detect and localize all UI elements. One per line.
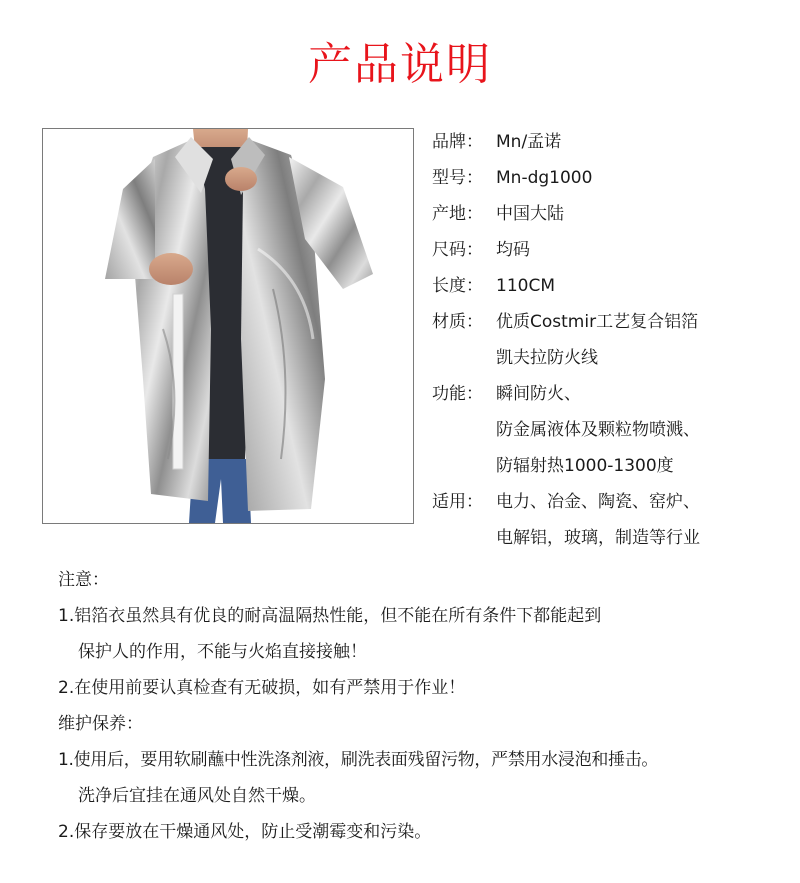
- spec-value: 电解铝，玻璃，制造等行业: [496, 528, 700, 548]
- spec-value: 110CM: [496, 276, 555, 296]
- spec-function: [432, 376, 792, 484]
- spec-origin: [432, 196, 792, 232]
- attention-item-1: 1.铝箔衣虽然具有优良的耐高温隔热性能，但不能在所有条件下都能起到: [58, 606, 602, 626]
- maintenance-item-2: 2.保存要放在干燥通风处，防止受潮霉变和污染。: [58, 822, 432, 842]
- spec-label: 材质：: [432, 312, 483, 332]
- spec-brand: [432, 124, 792, 160]
- attention-item-1-cont: 保护人的作用，不能与火焰直接接触！: [78, 642, 367, 662]
- spec-application: [432, 484, 792, 556]
- spec-length: [432, 268, 792, 304]
- spec-value: 均码: [496, 240, 530, 260]
- attention-heading: 注意：: [58, 570, 109, 590]
- spec-label: 型号：: [432, 168, 483, 188]
- spec-label: 功能：: [432, 384, 483, 404]
- attention-item-2: 2.在使用前要认真检查有无破损，如有严禁用于作业！: [58, 678, 466, 698]
- maintenance-item-1: 1.使用后，要用软刷蘸中性洗涤剂液，刷洗表面残留污物，严禁用水浸泡和捶击。: [58, 750, 659, 770]
- spec-material: [432, 304, 792, 376]
- spec-value: 凯夫拉防火线: [496, 348, 598, 368]
- aluminized-coat-illustration: [43, 129, 413, 523]
- spec-label: 产地：: [432, 204, 483, 224]
- spec-value: 瞬间防火、: [496, 384, 581, 404]
- spec-label: 长度：: [432, 276, 483, 296]
- spec-value: Mn-dg1000: [496, 168, 593, 188]
- spec-model: [432, 160, 792, 196]
- spec-list: [432, 124, 792, 556]
- spec-value: Mn/孟诺: [496, 132, 562, 152]
- spec-value: 防金属液体及颗粒物喷溅、: [496, 420, 700, 440]
- spec-value: 电力、冶金、陶瓷、窑炉、: [496, 492, 700, 512]
- spec-value: 优质Costmir工艺复合铝箔: [496, 312, 699, 332]
- spec-value: 防辐射热1000-1300度: [496, 456, 674, 476]
- notes-section: [58, 562, 788, 850]
- product-photo: [42, 128, 414, 524]
- page-title: 产品说明: [308, 39, 492, 90]
- spec-value: 中国大陆: [496, 204, 564, 224]
- maintenance-item-1-cont: 洗净后宜挂在通风处自然干燥。: [78, 786, 316, 806]
- spec-label: 适用：: [432, 492, 483, 512]
- maintenance-heading: 维护保养：: [58, 714, 143, 734]
- spec-size: [432, 232, 792, 268]
- spec-label: 尺码：: [432, 240, 483, 260]
- spec-label: 品牌：: [432, 132, 483, 152]
